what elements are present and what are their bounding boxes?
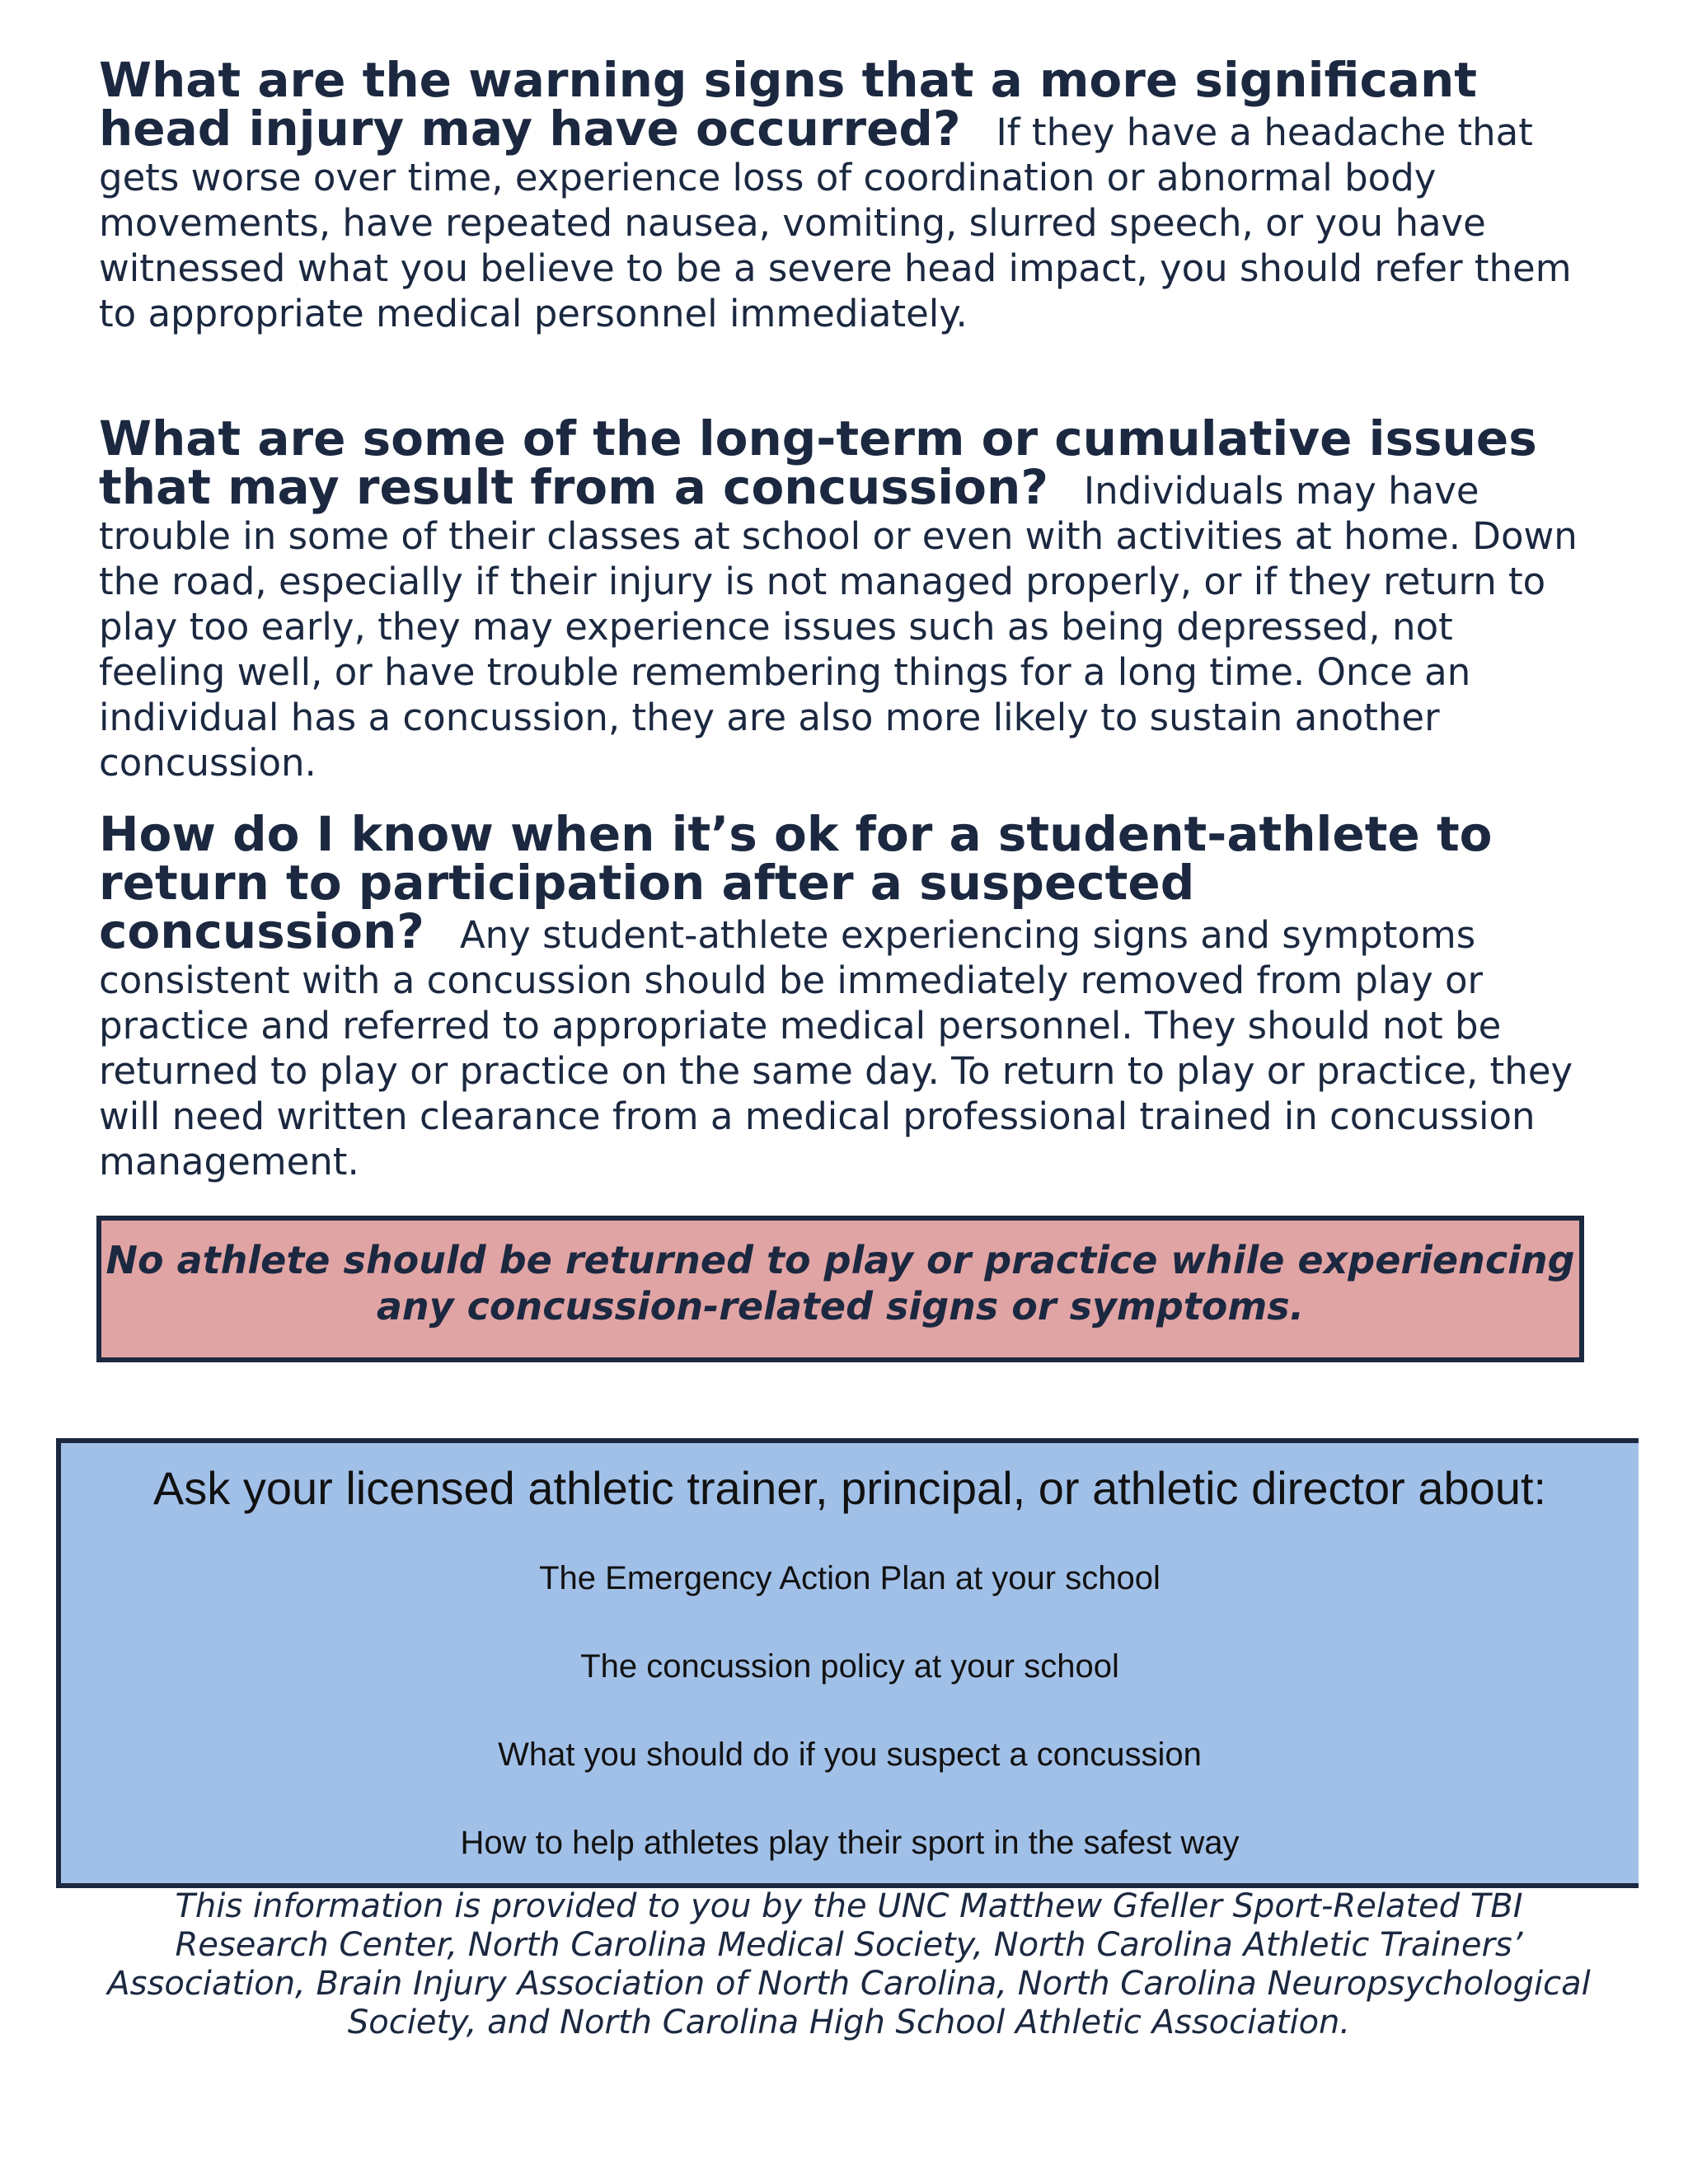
list-item: The Emergency Action Plan at your school <box>539 1560 1160 1596</box>
answer-return-to-play: Any student-athlete experiencing signs and symptoms consistent with a concussion should be immediately removed from play or practice and referred to appropriate medical personnel. They should not be returned to play or practice on the same day. To return to play or practice, they will need written clearance from a medical professional trained in concussion management. <box>99 913 1573 1183</box>
ask-about-list <box>61 1558 1639 1911</box>
warning-callout <box>96 1216 1584 1362</box>
qa-return-to-play <box>99 806 1582 1184</box>
warning-line-1: No athlete should be returned to play or practice while experiencing <box>106 1238 1575 1282</box>
answer-long-term-issues: Individuals may have trouble in some of their classes at school or even with activities at home. Down the road, especially if their injury is not managed properly, or if they return to play too early, they may experience issues such as being depressed, not feeling well, or have trouble remembering things for a long time. Once an individual has a concussion, they are also more likely to sustain another concussion. <box>99 469 1578 785</box>
answer-warning-signs: If they have a headache that gets worse over time, experience loss of coordination or abnormal body movements, have repeated nausea, vomiting, slurred speech, or you have witnessed what you believe to be a severe head impact, you should refer them to appropriate medical personnel immediately. <box>99 110 1572 335</box>
list-item: How to help athletes play their sport in the safest way <box>460 1825 1240 1861</box>
list-item: The concussion policy at your school <box>580 1648 1119 1685</box>
qa-long-term-issues <box>99 410 1582 785</box>
ask-about-box <box>56 1438 1639 1888</box>
question-return-to-play: How do I know when it’s ok for a student-athlete to return to participation after a suspected concussion? <box>99 806 1493 959</box>
question-warning-signs: What are the warning signs that a more significant head injury may have occurred? <box>99 52 1478 157</box>
warning-line-2: any concussion-related signs or symptoms. <box>376 1284 1305 1329</box>
qa-warning-signs <box>99 52 1582 336</box>
ask-about-title: Ask your licensed athletic trainer, principal, or athletic director about: <box>152 1462 1547 1514</box>
question-long-term-issues: What are some of the long-term or cumulative issues that may result from a concussion? <box>99 410 1537 515</box>
list-item: What you should do if you suspect a concussion <box>498 1736 1202 1773</box>
credit-footer: This information is provided to you by the UNC Matthew Gfeller Sport-Related TBI Research Center, North Carolina Medical Society, North Carolina Athletic Trainers’ Association, Brain Injury Association of North Carolina, North Carolina Neuropsychological Society, and North Carolina High School Athletic Association. <box>107 1887 1591 2041</box>
